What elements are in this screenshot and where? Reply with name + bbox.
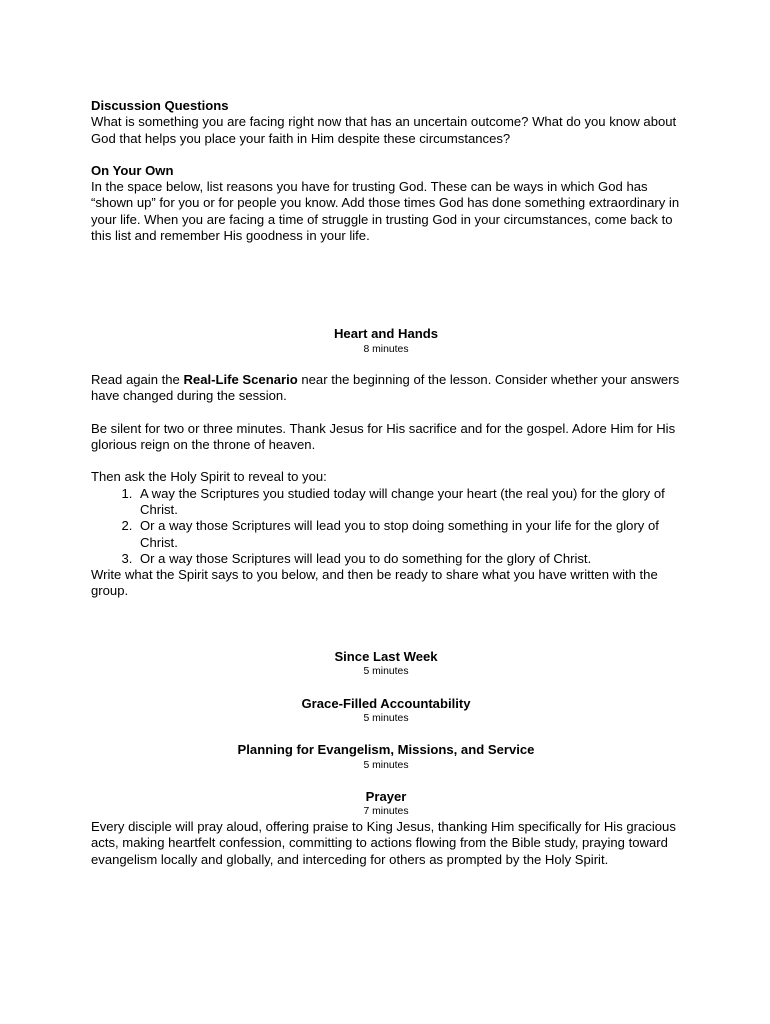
list-item: 1. A way the Scriptures you studied today will change your heart (the real you) for the glory of Christ.: [136, 486, 681, 519]
planning-heading: Planning for Evangelism, Missions, and Service: [237, 742, 535, 758]
heart-and-hands-para2: Be silent for two or three minutes. Thank Jesus for His sacrifice and for the gospel. Adore Him for His glorious reign on the throne of heaven.: [91, 420, 676, 453]
discussion-section: [91, 98, 681, 147]
since-last-week-duration: 5 minutes: [363, 666, 409, 678]
heart-and-hands-para4: Write what the Spirit says to you below, and then be ready to share what you have written with the group.: [91, 567, 658, 599]
on-your-own-heading: On Your Own: [91, 162, 174, 178]
accountability-section: [91, 696, 681, 726]
on-your-own-text: In the space below, list reasons you have for trusting God. These can be ways in which God has “shown up” for you or for people you know. Add those times God has done something extraordinary in your life. When you are facing a time of struggle in trusting God in your circumstances, come back to this list and remember His goodness in your life.: [91, 179, 680, 244]
prayer-section: [91, 789, 681, 868]
planning-section: [91, 742, 681, 772]
since-last-week-heading: Since Last Week: [334, 648, 438, 664]
prayer-text: Every disciple will pray aloud, offering praise to King Jesus, thanking Him specifically for His gracious acts, making heartfelt confession, committing to actions flowing from the Bible study, praying toward evangelism locally and globally, and interceding for others as prompted by the Holy Spirit.: [91, 818, 676, 867]
list-item: 2. Or a way those Scriptures will lead you to stop doing something in your life for the glory of Christ.: [136, 518, 681, 551]
on-your-own-section: [91, 163, 681, 244]
discussion-text: What is something you are facing right now that has an uncertain outcome? What do you know about God that helps you place your faith in Him despite these circumstances?: [91, 114, 677, 146]
since-last-week-section: [91, 649, 681, 679]
accountability-duration: 5 minutes: [363, 712, 409, 724]
prayer-heading: Prayer: [365, 789, 407, 805]
accountability-heading: Grace-Filled Accountability: [301, 695, 471, 711]
discussion-heading: Discussion Questions: [91, 98, 229, 113]
para1-before: Read again the: [91, 372, 184, 388]
heart-and-hands-heading: Heart and Hands: [333, 326, 439, 342]
prayer-duration: 7 minutes: [363, 806, 409, 818]
list-item: 3. Or a way those Scriptures will lead you to do something for the glory of Christ.: [136, 551, 681, 567]
heart-and-hands-para1: [91, 372, 681, 405]
heart-and-hands-para3: Then ask the Holy Spirit to reveal to you:: [91, 469, 327, 485]
document-page: [91, 98, 681, 868]
real-life-scenario-label: Real-Life Scenario: [183, 372, 298, 388]
spirit-reveal-list: [91, 486, 681, 567]
para1-after: near the beginning of the lesson. Consider whether your answers have changed during the session.: [91, 372, 680, 404]
heart-and-hands-section: [91, 326, 681, 599]
planning-duration: 5 minutes: [363, 759, 409, 771]
heart-and-hands-duration: 8 minutes: [363, 343, 409, 355]
